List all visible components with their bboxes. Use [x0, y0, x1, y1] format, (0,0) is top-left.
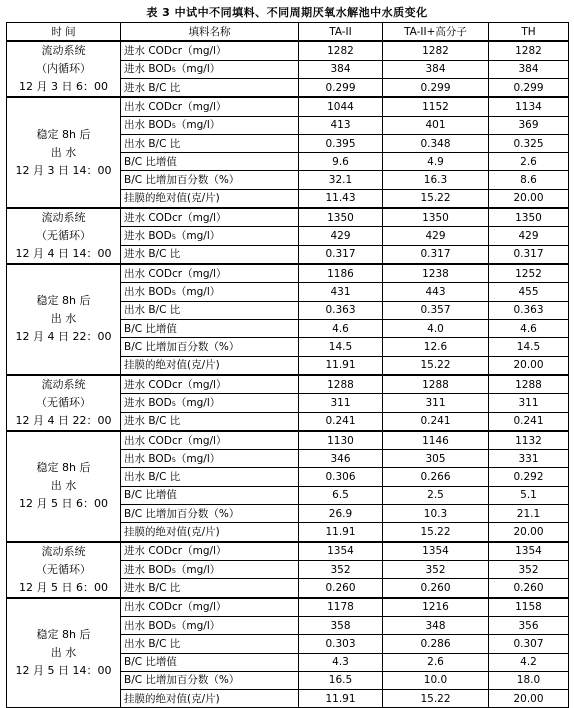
value-th: 331	[489, 450, 569, 468]
time-line: 流动系统	[41, 544, 86, 558]
value-th: 4.2	[489, 653, 569, 671]
time-line: 出 水	[50, 479, 77, 493]
parameter-name: B/C 比增值	[121, 486, 299, 504]
value-ta-ii: 1186	[299, 264, 383, 283]
time-cell	[7, 41, 121, 97]
parameter-name: 出水 B/C 比	[121, 635, 299, 653]
parameter-name: 进水 CODcr（mg/l）	[121, 41, 299, 60]
parameter-name: 挂膜的绝对值(克/片)	[121, 189, 299, 208]
table-row	[7, 598, 569, 617]
time-line: 流动系统	[41, 377, 86, 391]
value-ta-ii: 0.260	[299, 579, 383, 598]
value-ta-ii-polymer: 1152	[383, 97, 489, 116]
value-ta-ii: 11.91	[299, 356, 383, 375]
parameter-name: 进水 CODcr（mg/l）	[121, 375, 299, 394]
value-th: 0.260	[489, 579, 569, 598]
value-th: 0.299	[489, 78, 569, 97]
value-ta-ii: 1350	[299, 208, 383, 227]
value-ta-ii: 1354	[299, 542, 383, 561]
parameter-name: 进水 BOD₅（mg/l）	[121, 394, 299, 412]
parameter-name: 进水 BOD₅（mg/l）	[121, 227, 299, 245]
value-ta-ii-polymer: 429	[383, 227, 489, 245]
value-ta-ii-polymer: 401	[383, 116, 489, 134]
parameter-name: 进水 B/C 比	[121, 412, 299, 431]
parameter-name: 进水 B/C 比	[121, 245, 299, 264]
time-cell	[7, 97, 121, 208]
time-cell	[7, 208, 121, 264]
parameter-name: B/C 比增加百分数（%）	[121, 505, 299, 523]
value-th: 21.1	[489, 505, 569, 523]
value-th: 1288	[489, 375, 569, 394]
time-line: 12 月 5 日 14：00	[15, 664, 112, 678]
parameter-name: 进水 B/C 比	[121, 78, 299, 97]
value-ta-ii: 4.3	[299, 653, 383, 671]
parameter-name: 挂膜的绝对值(克/片)	[121, 356, 299, 375]
table-row	[7, 375, 569, 394]
time-line: 出 水	[50, 145, 77, 159]
table-row	[7, 97, 569, 116]
parameter-name: 出水 B/C 比	[121, 134, 299, 152]
parameter-name: 进水 B/C 比	[121, 579, 299, 598]
value-th: 1134	[489, 97, 569, 116]
value-th: 1350	[489, 208, 569, 227]
value-th: 455	[489, 283, 569, 301]
value-ta-ii: 14.5	[299, 338, 383, 356]
parameter-name: 进水 BOD₅（mg/l）	[121, 60, 299, 78]
parameter-name: 出水 CODcr（mg/l）	[121, 97, 299, 116]
value-th: 5.1	[489, 486, 569, 504]
value-ta-ii-polymer: 15.22	[383, 690, 489, 708]
table-row	[7, 264, 569, 283]
value-ta-ii-polymer: 0.241	[383, 412, 489, 431]
value-ta-ii-polymer: 305	[383, 450, 489, 468]
value-ta-ii: 1178	[299, 598, 383, 617]
value-ta-ii-polymer: 0.357	[383, 301, 489, 319]
value-ta-ii: 11.91	[299, 690, 383, 708]
value-ta-ii: 0.303	[299, 635, 383, 653]
value-th: 20.00	[489, 189, 569, 208]
time-line: 流动系统	[41, 44, 86, 58]
value-ta-ii: 11.91	[299, 523, 383, 542]
value-th: 4.6	[489, 319, 569, 337]
value-ta-ii-polymer: 1146	[383, 431, 489, 450]
value-ta-ii: 9.6	[299, 153, 383, 171]
value-ta-ii-polymer: 1282	[383, 41, 489, 60]
value-ta-ii: 11.43	[299, 189, 383, 208]
value-ta-ii-polymer: 1288	[383, 375, 489, 394]
time-line: （无循环）	[36, 229, 91, 243]
parameter-name: B/C 比增值	[121, 153, 299, 171]
value-ta-ii-polymer: 4.0	[383, 319, 489, 337]
table-body	[7, 41, 569, 708]
value-ta-ii: 4.6	[299, 319, 383, 337]
parameter-name: 进水 CODcr（mg/l）	[121, 208, 299, 227]
parameter-name: 出水 BOD₅（mg/l）	[121, 616, 299, 634]
value-th: 1158	[489, 598, 569, 617]
value-th: 0.317	[489, 245, 569, 264]
value-ta-ii: 1288	[299, 375, 383, 394]
value-ta-ii: 352	[299, 560, 383, 578]
parameter-name: B/C 比增值	[121, 653, 299, 671]
value-ta-ii-polymer: 0.286	[383, 635, 489, 653]
value-ta-ii: 1044	[299, 97, 383, 116]
parameter-name: 出水 B/C 比	[121, 301, 299, 319]
value-ta-ii: 358	[299, 616, 383, 634]
parameter-name: 出水 B/C 比	[121, 468, 299, 486]
value-ta-ii: 1282	[299, 41, 383, 60]
value-ta-ii-polymer: 0.260	[383, 579, 489, 598]
parameter-name: 出水 BOD₅（mg/l）	[121, 283, 299, 301]
parameter-name: 挂膜的绝对值(克/片)	[121, 690, 299, 708]
time-line: （内循环）	[36, 62, 91, 76]
value-ta-ii-polymer: 4.9	[383, 153, 489, 171]
value-th: 0.363	[489, 301, 569, 319]
header-row	[7, 23, 569, 42]
value-th: 18.0	[489, 671, 569, 689]
value-ta-ii: 6.5	[299, 486, 383, 504]
value-th: 1282	[489, 41, 569, 60]
header-th: TH	[489, 23, 569, 42]
table-row	[7, 542, 569, 561]
time-cell	[7, 375, 121, 431]
value-ta-ii: 0.241	[299, 412, 383, 431]
value-ta-ii: 16.5	[299, 671, 383, 689]
time-cell	[7, 264, 121, 375]
time-line: 出 水	[50, 312, 77, 326]
time-line: 12 月 3 日 6：00	[19, 80, 108, 94]
header-time: 时 间	[7, 23, 121, 42]
value-ta-ii-polymer: 1216	[383, 598, 489, 617]
value-ta-ii: 413	[299, 116, 383, 134]
value-ta-ii-polymer: 1350	[383, 208, 489, 227]
value-th: 369	[489, 116, 569, 134]
time-line: 稳定 8h 后	[36, 628, 91, 642]
time-line: 稳定 8h 后	[36, 294, 91, 308]
parameter-name: B/C 比增加百分数（%）	[121, 171, 299, 189]
value-ta-ii-polymer: 10.3	[383, 505, 489, 523]
time-cell	[7, 542, 121, 598]
value-th: 20.00	[489, 690, 569, 708]
value-th: 20.00	[489, 523, 569, 542]
value-th: 1354	[489, 542, 569, 561]
water-quality-table	[6, 22, 569, 708]
value-ta-ii-polymer: 12.6	[383, 338, 489, 356]
value-th: 311	[489, 394, 569, 412]
parameter-name: 出水 CODcr（mg/l）	[121, 264, 299, 283]
parameter-name: 进水 BOD₅（mg/l）	[121, 560, 299, 578]
value-th: 1132	[489, 431, 569, 450]
value-ta-ii-polymer: 2.6	[383, 653, 489, 671]
time-cell	[7, 431, 121, 542]
parameter-name: 出水 CODcr（mg/l）	[121, 598, 299, 617]
value-ta-ii-polymer: 0.348	[383, 134, 489, 152]
parameter-name: 挂膜的绝对值(克/片)	[121, 523, 299, 542]
value-ta-ii: 431	[299, 283, 383, 301]
value-th: 1252	[489, 264, 569, 283]
time-line: 12 月 4 日 22：00	[15, 413, 112, 427]
value-ta-ii-polymer: 1238	[383, 264, 489, 283]
parameter-name: B/C 比增加百分数（%）	[121, 338, 299, 356]
value-ta-ii-polymer: 0.317	[383, 245, 489, 264]
header-ta-ii-polymer: TA-II+高分子	[383, 23, 489, 42]
value-ta-ii-polymer: 311	[383, 394, 489, 412]
value-ta-ii: 311	[299, 394, 383, 412]
value-ta-ii-polymer: 0.266	[383, 468, 489, 486]
parameter-name: 出水 BOD₅（mg/l）	[121, 116, 299, 134]
time-line: 12 月 5 日 6：00	[19, 580, 108, 594]
value-ta-ii: 0.306	[299, 468, 383, 486]
value-ta-ii-polymer: 352	[383, 560, 489, 578]
time-line: 12 月 5 日 6：00	[19, 497, 108, 511]
value-ta-ii: 346	[299, 450, 383, 468]
value-th: 2.6	[489, 153, 569, 171]
value-th: 356	[489, 616, 569, 634]
value-th: 20.00	[489, 356, 569, 375]
value-th: 0.292	[489, 468, 569, 486]
value-th: 8.6	[489, 171, 569, 189]
time-line: 12 月 4 日 22：00	[15, 330, 112, 344]
value-ta-ii-polymer: 0.299	[383, 78, 489, 97]
value-th: 0.241	[489, 412, 569, 431]
value-ta-ii: 0.395	[299, 134, 383, 152]
value-ta-ii-polymer: 384	[383, 60, 489, 78]
value-ta-ii: 429	[299, 227, 383, 245]
parameter-name: B/C 比增加百分数（%）	[121, 671, 299, 689]
time-line: 流动系统	[41, 211, 86, 225]
header-ta-ii: TA-II	[299, 23, 383, 42]
table-row	[7, 431, 569, 450]
parameter-name: 出水 CODcr（mg/l）	[121, 431, 299, 450]
time-line: 出 水	[50, 646, 77, 660]
time-line: 12 月 3 日 14：00	[15, 163, 112, 177]
value-ta-ii-polymer: 2.5	[383, 486, 489, 504]
value-ta-ii: 26.9	[299, 505, 383, 523]
value-th: 429	[489, 227, 569, 245]
value-ta-ii: 0.317	[299, 245, 383, 264]
value-ta-ii: 32.1	[299, 171, 383, 189]
table-row	[7, 208, 569, 227]
value-ta-ii: 0.299	[299, 78, 383, 97]
value-ta-ii-polymer: 16.3	[383, 171, 489, 189]
value-th: 0.325	[489, 134, 569, 152]
time-line: 稳定 8h 后	[36, 461, 91, 475]
parameter-name: B/C 比增值	[121, 319, 299, 337]
value-ta-ii-polymer: 1354	[383, 542, 489, 561]
time-line: 12 月 4 日 14：00	[15, 247, 112, 261]
value-ta-ii-polymer: 15.22	[383, 356, 489, 375]
value-ta-ii: 1130	[299, 431, 383, 450]
parameter-name: 出水 BOD₅（mg/l）	[121, 450, 299, 468]
parameter-name: 进水 CODcr（mg/l）	[121, 542, 299, 561]
time-line: （无循环）	[36, 562, 91, 576]
value-th: 384	[489, 60, 569, 78]
value-ta-ii-polymer: 443	[383, 283, 489, 301]
value-th: 0.307	[489, 635, 569, 653]
value-ta-ii-polymer: 15.22	[383, 189, 489, 208]
value-ta-ii-polymer: 10.0	[383, 671, 489, 689]
value-ta-ii: 0.363	[299, 301, 383, 319]
table-title: 表 3 中试中不同填料、不同周期厌氧水解池中水质变化	[146, 6, 428, 19]
time-line: （无循环）	[36, 395, 91, 409]
value-th: 14.5	[489, 338, 569, 356]
header-filler-name: 填料名称	[121, 23, 299, 42]
value-ta-ii-polymer: 348	[383, 616, 489, 634]
time-line: 稳定 8h 后	[36, 127, 91, 141]
value-ta-ii-polymer: 15.22	[383, 523, 489, 542]
value-th: 352	[489, 560, 569, 578]
table-row	[7, 41, 569, 60]
value-ta-ii: 384	[299, 60, 383, 78]
time-cell	[7, 598, 121, 708]
